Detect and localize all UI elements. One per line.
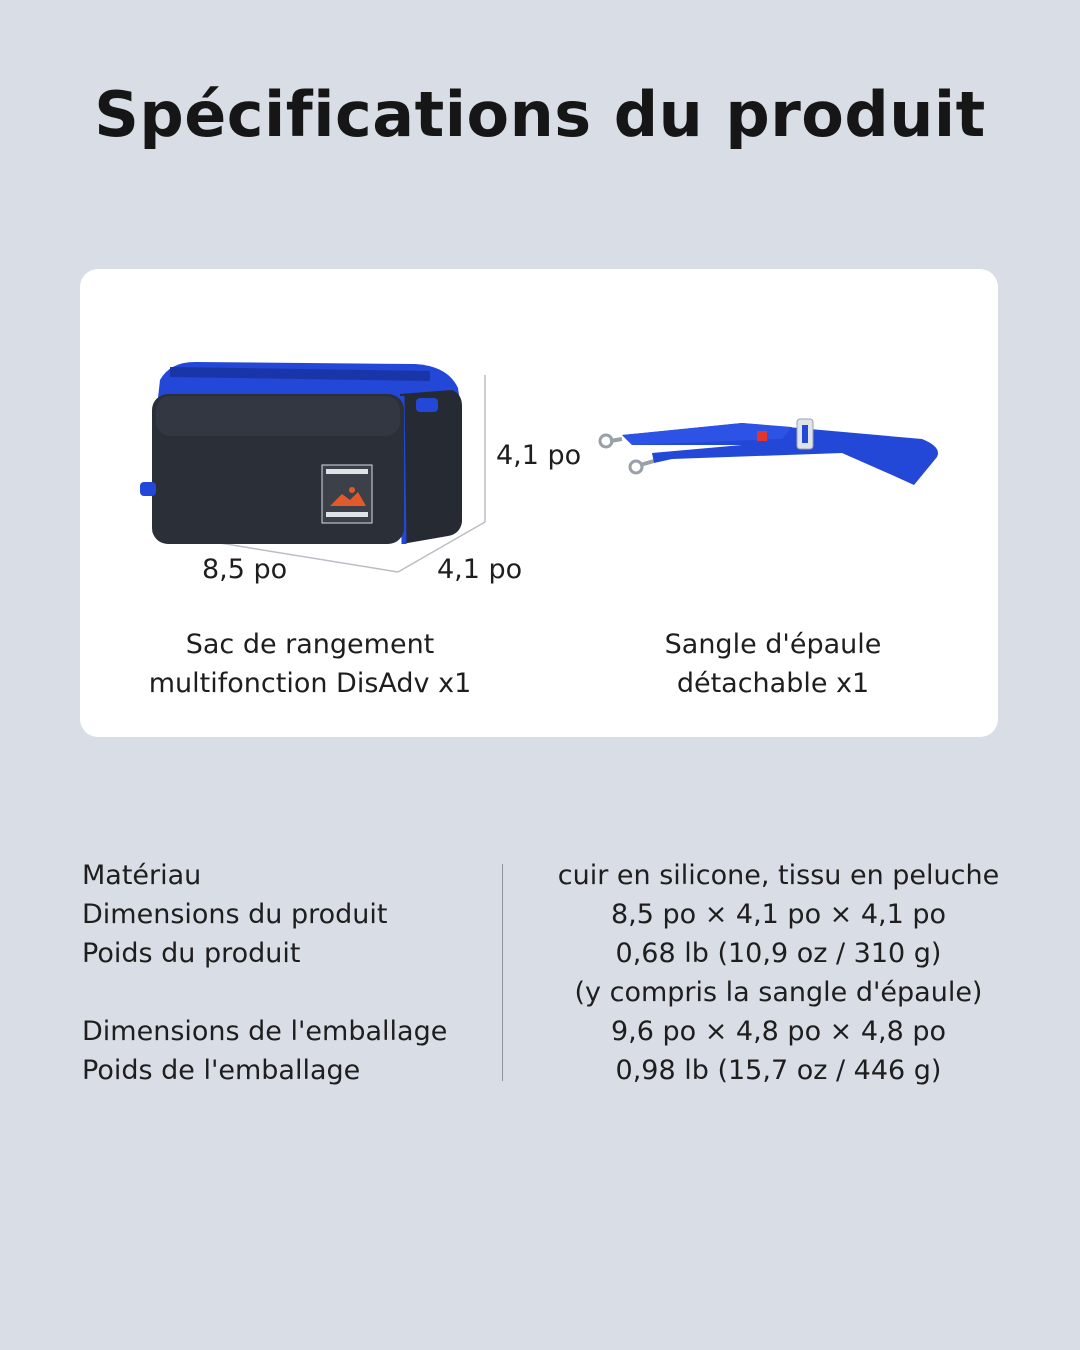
bag-depth-label: 4,1 po [437, 554, 523, 585]
spec-label-package-weight: Poids de l'emballage [82, 1055, 361, 1086]
bag-height-label: 4,1 po [496, 440, 582, 471]
spec-value-package-dimensions: 9,6 po × 4,8 po × 4,8 po [610, 1016, 947, 1047]
shoulder-strap-image [592, 405, 947, 495]
specs-values-column [520, 856, 1037, 1090]
page-title: Spécifications du produit [94, 78, 986, 151]
specs-divider [502, 864, 503, 1081]
spec-label-spacer [82, 973, 492, 1012]
spec-value-product-weight: 0,68 lb (10,9 oz / 310 g) [615, 938, 942, 969]
spec-label-material: Matériau [82, 860, 202, 891]
bag-width-label: 8,5 po [202, 554, 288, 585]
bag-caption-line-2: multifonction DisAdv x1 [148, 668, 472, 699]
spec-label-product-dimensions: Dimensions du produit [82, 899, 388, 930]
strap-caption-line-1: Sangle d'épaule [664, 629, 882, 660]
spec-value-product-dimensions: 8,5 po × 4,1 po × 4,1 po [610, 899, 947, 930]
bag-caption-line-1: Sac de rangement [185, 629, 435, 660]
spec-value-weight-note: (y compris la sangle d'épaule) [574, 977, 983, 1008]
strap-caption-line-2: détachable x1 [676, 668, 870, 699]
strap-caption [590, 625, 956, 703]
bag-caption [110, 625, 510, 703]
spec-value-material: cuir en silicone, tissu en peluche [557, 860, 1000, 891]
specs-labels-column [82, 856, 492, 1090]
spec-label-package-dimensions: Dimensions de l'emballage [82, 1016, 448, 1047]
spec-value-package-weight: 0,98 lb (15,7 oz / 446 g) [615, 1055, 942, 1086]
spec-label-product-weight: Poids du produit [82, 938, 301, 969]
